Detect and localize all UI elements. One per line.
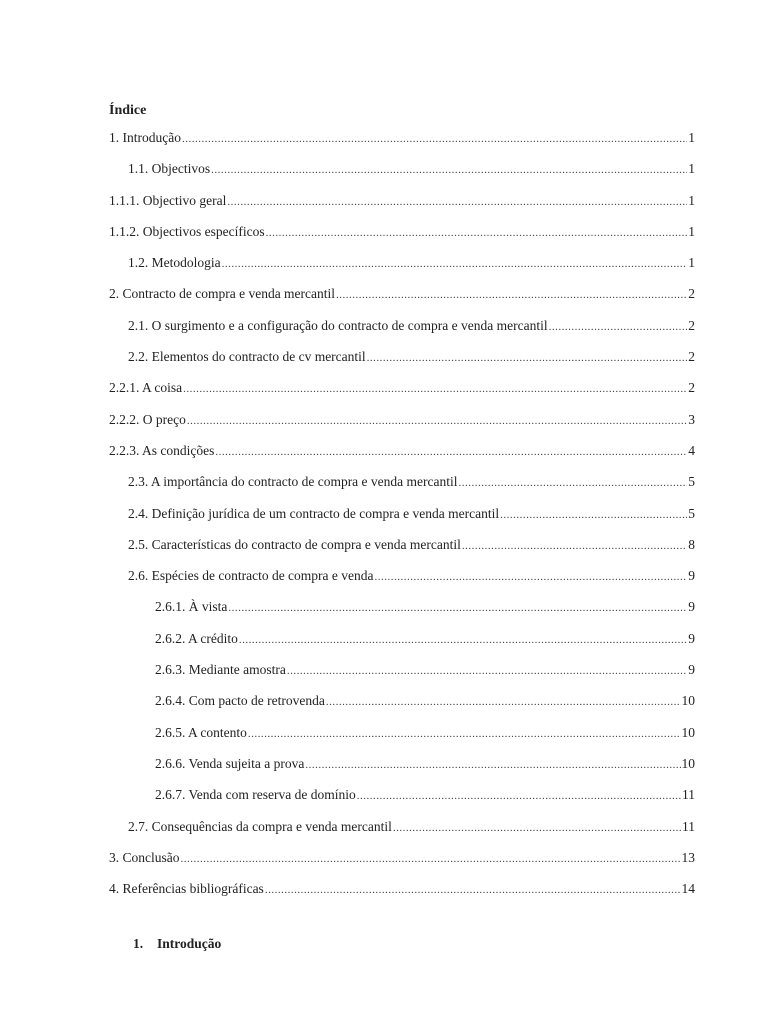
toc-entry-label: 2.7. Consequências da compra e venda mercantil [128, 818, 392, 834]
toc-entry-page: 9 [688, 599, 695, 615]
toc-entry-page: 9 [688, 568, 695, 584]
toc-entry-label: 2.2.2. O preço [109, 411, 186, 427]
toc-entry[interactable] [109, 656, 695, 687]
toc-entry-label: 2.5. Características do contracto de compra e venda mercantil [128, 536, 461, 552]
toc-dot-leader [239, 626, 687, 654]
toc-entry-page: 11 [682, 818, 695, 834]
toc-dot-leader [287, 657, 687, 685]
toc-entry[interactable] [109, 468, 695, 499]
toc-entry-label: 2.6.4. Com pacto de retrovenda [155, 693, 325, 709]
toc-entry-label: 2.6.2. A crédito [155, 630, 238, 646]
toc-entry-page: 1 [688, 161, 695, 177]
toc-entry[interactable] [109, 374, 695, 405]
toc-entry-page: 14 [681, 881, 695, 897]
toc-entry-page: 5 [688, 505, 695, 521]
toc-entry-label: 2.6.7. Venda com reserva de domínio [155, 787, 356, 803]
toc-entry[interactable] [109, 437, 695, 468]
toc-entry-page: 11 [682, 787, 695, 803]
section-heading [133, 936, 221, 952]
toc-entry-page: 2 [688, 286, 695, 302]
toc-entry-label: 2.6. Espécies de contracto de compra e venda [128, 568, 374, 584]
toc-entry[interactable] [109, 875, 695, 906]
toc-entry-page: 3 [688, 411, 695, 427]
toc-dot-leader [211, 156, 687, 184]
toc-entry-page: 10 [681, 724, 695, 740]
toc-entry-label: 3. Conclusão [109, 849, 180, 865]
toc-entry-page: 1 [688, 192, 695, 208]
toc-entry-label: 4. Referências bibliográficas [109, 881, 264, 897]
toc-dot-leader [266, 219, 688, 247]
toc-dot-leader [549, 313, 688, 341]
toc-entry[interactable] [109, 155, 695, 186]
toc-dot-leader [227, 188, 687, 216]
toc-entry-label: 2.1. O surgimento e a configuração do contracto de compra e venda mercantil [128, 317, 548, 333]
toc-entry[interactable] [109, 687, 695, 718]
toc-entry[interactable] [109, 124, 695, 155]
toc-entry-page: 1 [688, 223, 695, 239]
toc-entry-label: 2.6.5. A contento [155, 724, 247, 740]
toc-dot-leader [187, 407, 687, 435]
toc-entry-label: 1.1.1. Objectivo geral [109, 192, 227, 208]
toc-dot-leader [183, 375, 687, 403]
toc-entry-label: 1.1. Objectivos [128, 161, 211, 177]
toc-entry[interactable] [109, 593, 695, 624]
toc-entry-label: 2.2.3. As condições [109, 442, 215, 458]
toc-dot-leader [393, 814, 681, 842]
toc-dot-leader [305, 751, 680, 779]
toc-entry[interactable] [109, 312, 695, 343]
toc-entry-page: 5 [688, 474, 695, 490]
toc-entry-page: 2 [688, 349, 695, 365]
toc-entry-page: 1 [688, 255, 695, 271]
toc-dot-leader [222, 250, 688, 278]
toc-entry-label: 2.6.1. À vista [155, 599, 228, 615]
toc-entry[interactable] [109, 813, 695, 844]
toc-entry[interactable] [109, 531, 695, 562]
toc-entry-label: 2.3. A importância do contracto de compra e venda mercantil [128, 474, 458, 490]
toc-entry-page: 1 [688, 130, 695, 145]
toc-entry-page: 4 [688, 442, 695, 458]
toc-dot-leader [357, 782, 681, 810]
toc-dot-leader [462, 532, 687, 560]
toc-title: Índice [109, 103, 147, 118]
toc-dot-leader [367, 344, 688, 372]
toc-dot-leader [459, 469, 688, 497]
toc-dot-leader [375, 563, 688, 591]
toc-entry-label: 2.6.3. Mediante amostra [155, 662, 286, 678]
toc-entry[interactable] [109, 406, 695, 437]
toc-entry-page: 10 [681, 693, 695, 709]
toc-entry[interactable] [109, 625, 695, 656]
toc-dot-leader [248, 720, 681, 748]
toc-entry[interactable] [109, 562, 695, 593]
toc-entry-label: 1.2. Metodologia [128, 255, 221, 271]
toc-entry-page: 9 [688, 630, 695, 646]
toc-dot-leader [182, 125, 687, 153]
toc-entry-page: 8 [688, 536, 695, 552]
toc-entry[interactable] [109, 343, 695, 374]
toc-entry-page: 2 [688, 317, 695, 333]
toc-entry[interactable] [109, 280, 695, 311]
toc-entry[interactable] [109, 218, 695, 249]
section-heading-number: 1. [133, 936, 144, 951]
toc-dot-leader [215, 438, 687, 466]
toc-entry[interactable] [109, 187, 695, 218]
toc-dot-leader [181, 845, 681, 873]
toc-entry-label: 2. Contracto de compra e venda mercantil [109, 286, 336, 302]
toc-entry-page: 9 [688, 662, 695, 678]
toc-entry-label: 2.2.1. A coisa [109, 380, 183, 396]
toc-entry-page: 2 [688, 380, 695, 396]
toc-entry[interactable] [109, 500, 695, 531]
toc-entry[interactable] [109, 719, 695, 750]
toc-dot-leader [228, 594, 687, 622]
toc-dot-leader [326, 688, 681, 716]
toc-dot-leader [500, 501, 687, 529]
toc-dot-leader [336, 281, 687, 309]
toc-entry-page: 10 [681, 755, 695, 771]
toc-entry-label: 2.2. Elementos do contracto de cv mercantil [128, 349, 366, 365]
toc-entry-label: 1. Introdução [109, 130, 181, 145]
toc-entry-page: 13 [681, 849, 695, 865]
toc-entry[interactable] [109, 844, 695, 875]
toc-entry-label: 2.6.6. Venda sujeita a prova [155, 755, 305, 771]
table-of-contents [109, 124, 695, 906]
toc-entry-label: 1.1.2. Objectivos específicos [109, 223, 265, 239]
toc-entry[interactable] [109, 750, 695, 781]
toc-entry[interactable] [109, 249, 695, 280]
toc-entry[interactable] [109, 781, 695, 812]
toc-entry-label: 2.4. Definição jurídica de um contracto de compra e venda mercantil [128, 505, 500, 521]
toc-dot-leader [265, 876, 681, 904]
section-heading-title: Introdução [157, 936, 222, 951]
